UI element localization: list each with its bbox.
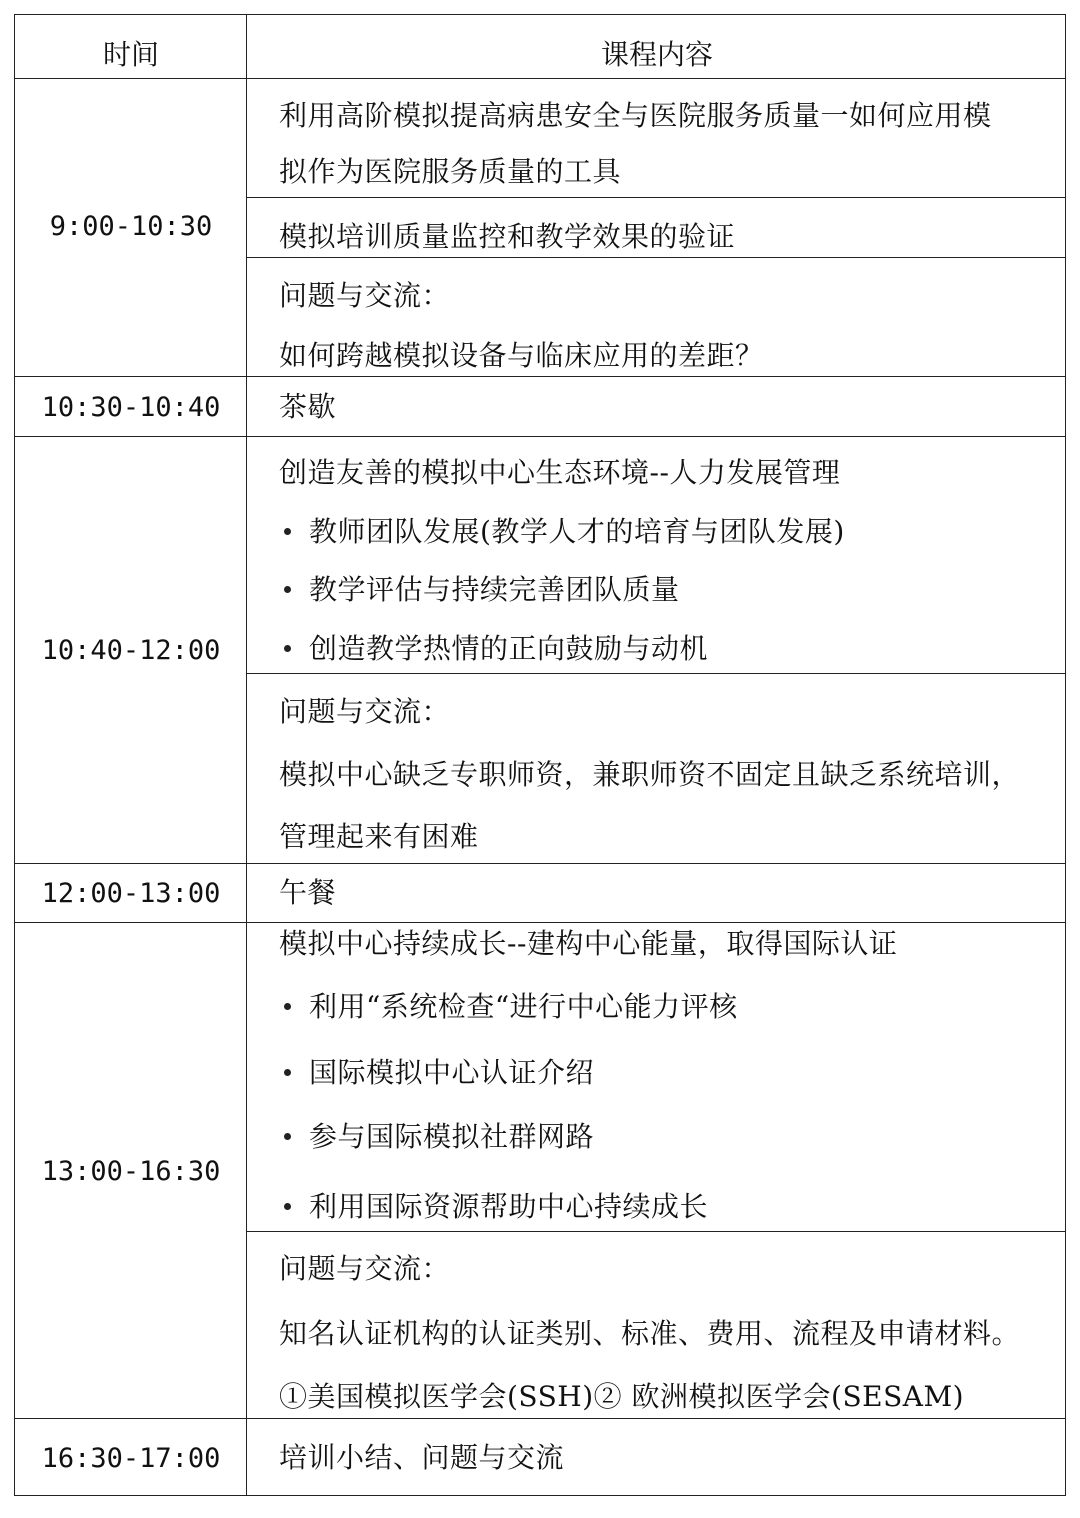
bullet-icon xyxy=(284,1003,291,1010)
row-divider xyxy=(15,436,1065,437)
row-divider xyxy=(247,673,1065,674)
time-cell: 9:00-10:30 xyxy=(49,211,213,242)
time-cell: 13:00-16:30 xyxy=(41,1156,221,1187)
content-line: 茶歇 xyxy=(279,390,337,423)
bullet-item: 教师团队发展(教学人才的培育与团队发展) xyxy=(309,515,845,548)
content-line: 拟作为医院服务质量的工具 xyxy=(279,155,622,188)
content-line: 午餐 xyxy=(279,876,337,909)
content-line: 管理起来有困难 xyxy=(279,820,479,853)
bullet-item: 国际模拟中心认证介绍 xyxy=(309,1056,595,1089)
bullet-item: 利用“系统检查“进行中心能力评核 xyxy=(309,990,738,1023)
bullet-item: 创造教学热情的正向鼓励与动机 xyxy=(309,632,709,665)
content-line: 问题与交流： xyxy=(279,1252,451,1285)
row-divider xyxy=(247,197,1065,198)
bullet-icon xyxy=(284,1203,291,1210)
content-line: 培训小结、问题与交流 xyxy=(279,1441,565,1474)
row-divider xyxy=(15,376,1065,377)
bullet-icon xyxy=(284,586,291,593)
time-cell: 10:30-10:40 xyxy=(41,392,221,423)
content-line: 如何跨越模拟设备与临床应用的差距？ xyxy=(279,339,764,372)
time-cell: 12:00-13:00 xyxy=(41,878,221,909)
bullet-icon xyxy=(284,1133,291,1140)
content-line: 知名认证机构的认证类别、标准、费用、流程及申请材料。 xyxy=(279,1317,1021,1350)
row-divider xyxy=(247,257,1065,258)
header-divider xyxy=(15,78,1065,79)
row-divider xyxy=(15,922,1065,923)
bullet-item: 参与国际模拟社群网路 xyxy=(309,1120,595,1153)
content-line: 问题与交流： xyxy=(279,279,451,312)
bullet-item: 利用国际资源帮助中心持续成长 xyxy=(309,1190,709,1223)
content-line: ①美国模拟医学会(SSH)② 欧洲模拟医学会(SESAM) xyxy=(279,1380,965,1413)
row-divider xyxy=(247,1231,1065,1232)
header-content: 课程内容 xyxy=(600,38,713,71)
bullet-icon xyxy=(284,645,291,652)
content-line: 模拟培训质量监控和教学效果的验证 xyxy=(279,220,736,253)
section-title: 创造友善的模拟中心生态环境--人力发展管理 xyxy=(279,456,841,489)
bullet-item: 教学评估与持续完善团队质量 xyxy=(309,573,680,606)
content-line: 利用高阶模拟提高病患安全与医院服务质量一如何应用模 xyxy=(279,99,992,132)
bullet-icon xyxy=(284,1069,291,1076)
header-time: 时间 xyxy=(102,38,159,71)
row-divider xyxy=(15,863,1065,864)
content-line: 问题与交流： xyxy=(279,695,451,728)
time-cell: 16:30-17:00 xyxy=(41,1443,221,1474)
time-cell: 10:40-12:00 xyxy=(41,635,221,666)
bullet-icon xyxy=(284,528,291,535)
schedule-table xyxy=(14,14,1066,1496)
row-divider xyxy=(15,1418,1065,1419)
section-title: 模拟中心持续成长--建构中心能量，取得国际认证 xyxy=(279,927,898,960)
content-line: 模拟中心缺乏专职师资，兼职师资不固定且缺乏系统培训， xyxy=(279,758,1021,791)
